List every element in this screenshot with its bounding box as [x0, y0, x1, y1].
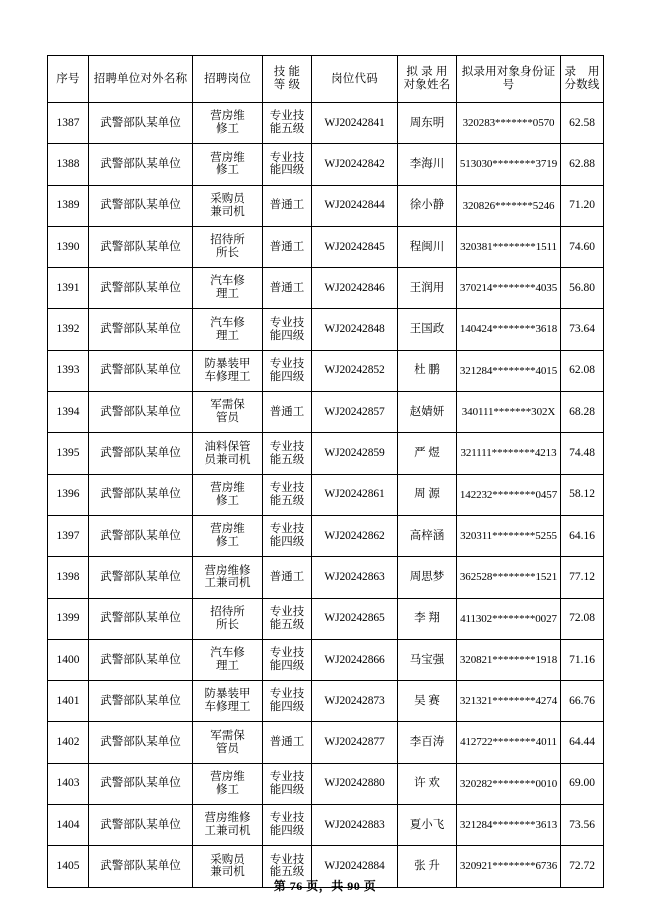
cell-post: 营房维修 工兼司机 [193, 805, 263, 846]
cell-name: 赵婧妍 [398, 392, 457, 433]
cell-id: 321284********3613 [457, 805, 561, 846]
cell-id: 412722********4011 [457, 722, 561, 763]
cell-skill: 专业技 能五级 [263, 474, 312, 515]
cell-unit: 武警部队某单位 [89, 350, 193, 391]
cell-seq: 1401 [48, 681, 89, 722]
cell-score: 56.80 [561, 268, 604, 309]
cell-code: WJ20242845 [312, 226, 398, 267]
cell-code: WJ20242861 [312, 474, 398, 515]
cell-id: 142232********0457 [457, 474, 561, 515]
cell-seq: 1402 [48, 722, 89, 763]
cell-skill: 专业技 能五级 [263, 433, 312, 474]
column-header-unit [89, 56, 193, 103]
cell-post: 营房维 修工 [193, 763, 263, 804]
cell-id: 321284********4015 [457, 350, 561, 391]
cell-post: 军需保 管员 [193, 392, 263, 433]
cell-seq: 1394 [48, 392, 89, 433]
cell-post: 汽车修 理工 [193, 309, 263, 350]
cell-score: 62.08 [561, 350, 604, 391]
cell-name: 王国政 [398, 309, 457, 350]
cell-post: 汽车修 理工 [193, 268, 263, 309]
cell-code: WJ20242846 [312, 268, 398, 309]
cell-id: 513030********3719 [457, 144, 561, 185]
column-header-id-label: 拟录用对象身份证号 [461, 66, 556, 91]
cell-skill: 专业技 能四级 [263, 515, 312, 556]
cell-post: 油料保管 员兼司机 [193, 433, 263, 474]
cell-name: 王润用 [398, 268, 457, 309]
cell-seq: 1400 [48, 639, 89, 680]
cell-code: WJ20242873 [312, 681, 398, 722]
cell-unit: 武警部队某单位 [89, 846, 193, 887]
cell-unit: 武警部队某单位 [89, 103, 193, 144]
cell-seq: 1397 [48, 515, 89, 556]
cell-code: WJ20242852 [312, 350, 398, 391]
cell-code: WJ20242862 [312, 515, 398, 556]
cell-id: 340111*******302X [457, 392, 561, 433]
cell-code: WJ20242842 [312, 144, 398, 185]
cell-seq: 1398 [48, 557, 89, 598]
cell-skill: 专业技 能五级 [263, 103, 312, 144]
cell-score: 73.56 [561, 805, 604, 846]
cell-skill: 普通工 [263, 557, 312, 598]
cell-skill: 专业技 能五级 [263, 846, 312, 887]
cell-skill: 专业技 能四级 [263, 639, 312, 680]
cell-skill: 普通工 [263, 185, 312, 226]
cell-code: WJ20242883 [312, 805, 398, 846]
cell-post: 防暴装甲 车修理工 [193, 350, 263, 391]
cell-seq: 1391 [48, 268, 89, 309]
cell-id: 321111********4213 [457, 433, 561, 474]
table-row [48, 681, 604, 722]
cell-seq: 1404 [48, 805, 89, 846]
cell-score: 74.48 [561, 433, 604, 474]
cell-seq: 1393 [48, 350, 89, 391]
cell-code: WJ20242884 [312, 846, 398, 887]
cell-post: 采购员 兼司机 [193, 185, 263, 226]
cell-score: 77.12 [561, 557, 604, 598]
cell-unit: 武警部队某单位 [89, 433, 193, 474]
cell-post: 军需保 管员 [193, 722, 263, 763]
cell-score: 74.60 [561, 226, 604, 267]
cell-name: 夏小飞 [398, 805, 457, 846]
cell-skill: 专业技 能四级 [263, 763, 312, 804]
cell-code: WJ20242866 [312, 639, 398, 680]
cell-code: WJ20242848 [312, 309, 398, 350]
cell-unit: 武警部队某单位 [89, 763, 193, 804]
cell-name: 周东明 [398, 103, 457, 144]
cell-code: WJ20242857 [312, 392, 398, 433]
cell-skill: 专业技 能四级 [263, 350, 312, 391]
cell-post: 营房维 修工 [193, 144, 263, 185]
cell-score: 71.20 [561, 185, 604, 226]
cell-unit: 武警部队某单位 [89, 474, 193, 515]
cell-post: 汽车修 理工 [193, 639, 263, 680]
column-header-name [398, 56, 457, 103]
column-header-code-label: 岗位代码 [331, 72, 378, 85]
table-row [48, 268, 604, 309]
column-header-code [312, 56, 398, 103]
cell-id: 320826*******5246 [457, 185, 561, 226]
cell-id: 411302********0027 [457, 598, 561, 639]
cell-unit: 武警部队某单位 [89, 598, 193, 639]
cell-unit: 武警部队某单位 [89, 226, 193, 267]
column-header-seq-label: 序号 [56, 72, 80, 85]
table-row [48, 598, 604, 639]
table-row [48, 392, 604, 433]
cell-seq: 1390 [48, 226, 89, 267]
cell-post: 招待所 所长 [193, 226, 263, 267]
cell-unit: 武警部队某单位 [89, 681, 193, 722]
cell-seq: 1387 [48, 103, 89, 144]
cell-unit: 武警部队某单位 [89, 144, 193, 185]
cell-post: 防暴装甲 车修理工 [193, 681, 263, 722]
cell-score: 64.16 [561, 515, 604, 556]
recruitment-table [47, 55, 604, 888]
cell-unit: 武警部队某单位 [89, 515, 193, 556]
cell-seq: 1395 [48, 433, 89, 474]
table-row [48, 433, 604, 474]
table-row [48, 309, 604, 350]
cell-post: 采购员 兼司机 [193, 846, 263, 887]
cell-name: 李海川 [398, 144, 457, 185]
cell-id: 320282********0010 [457, 763, 561, 804]
cell-score: 62.88 [561, 144, 604, 185]
recruitment-table-container [47, 55, 603, 888]
column-header-id [457, 56, 561, 103]
table-row [48, 350, 604, 391]
table-row [48, 185, 604, 226]
cell-score: 72.08 [561, 598, 604, 639]
cell-unit: 武警部队某单位 [89, 805, 193, 846]
cell-name: 李 翔 [398, 598, 457, 639]
table-row [48, 474, 604, 515]
cell-name: 程闽川 [398, 226, 457, 267]
cell-unit: 武警部队某单位 [89, 309, 193, 350]
cell-id: 320283*******0570 [457, 103, 561, 144]
cell-unit: 武警部队某单位 [89, 185, 193, 226]
cell-unit: 武警部队某单位 [89, 639, 193, 680]
cell-code: WJ20242841 [312, 103, 398, 144]
column-header-seq [48, 56, 89, 103]
table-row [48, 639, 604, 680]
cell-post: 营房维 修工 [193, 103, 263, 144]
cell-seq: 1392 [48, 309, 89, 350]
table-row [48, 226, 604, 267]
table-row [48, 144, 604, 185]
column-header-score-label: 录 用 分数线 [564, 66, 600, 91]
cell-code: WJ20242844 [312, 185, 398, 226]
table-row [48, 805, 604, 846]
cell-score: 68.28 [561, 392, 604, 433]
cell-seq: 1396 [48, 474, 89, 515]
cell-id: 320921********6736 [457, 846, 561, 887]
cell-skill: 专业技 能四级 [263, 805, 312, 846]
table-row [48, 103, 604, 144]
cell-skill: 专业技 能四级 [263, 144, 312, 185]
cell-code: WJ20242877 [312, 722, 398, 763]
cell-post: 营房维 修工 [193, 474, 263, 515]
cell-unit: 武警部队某单位 [89, 268, 193, 309]
table-row [48, 515, 604, 556]
cell-name: 徐小静 [398, 185, 457, 226]
cell-post: 招待所 所长 [193, 598, 263, 639]
cell-code: WJ20242865 [312, 598, 398, 639]
cell-unit: 武警部队某单位 [89, 392, 193, 433]
column-header-unit-label: 招聘单位对外名称 [93, 72, 188, 85]
cell-name: 张 升 [398, 846, 457, 887]
cell-name: 许 欢 [398, 763, 457, 804]
cell-skill: 普通工 [263, 268, 312, 309]
cell-score: 69.00 [561, 763, 604, 804]
cell-seq: 1388 [48, 144, 89, 185]
cell-score: 64.44 [561, 722, 604, 763]
table-row [48, 722, 604, 763]
cell-skill: 专业技 能五级 [263, 598, 312, 639]
cell-id: 140424********3618 [457, 309, 561, 350]
cell-score: 71.16 [561, 639, 604, 680]
cell-skill: 普通工 [263, 226, 312, 267]
cell-name: 李百涛 [398, 722, 457, 763]
cell-skill: 普通工 [263, 722, 312, 763]
column-header-skill-label: 技 能 等 级 [273, 66, 301, 91]
table-body [48, 103, 604, 888]
page-footer: 第 76 页，共 90 页 [273, 879, 377, 893]
table-header [48, 56, 604, 103]
cell-unit: 武警部队某单位 [89, 722, 193, 763]
cell-name: 杜 鹏 [398, 350, 457, 391]
cell-score: 62.58 [561, 103, 604, 144]
cell-post: 营房维 修工 [193, 515, 263, 556]
cell-score: 72.72 [561, 846, 604, 887]
cell-unit: 武警部队某单位 [89, 557, 193, 598]
cell-seq: 1399 [48, 598, 89, 639]
column-header-score [561, 56, 604, 103]
cell-code: WJ20242859 [312, 433, 398, 474]
table-row [48, 557, 604, 598]
column-header-skill [263, 56, 312, 103]
cell-id: 320381********1511 [457, 226, 561, 267]
cell-id: 362528********1521 [457, 557, 561, 598]
cell-name: 周 源 [398, 474, 457, 515]
cell-code: WJ20242863 [312, 557, 398, 598]
cell-id: 370214********4035 [457, 268, 561, 309]
cell-name: 吴 赛 [398, 681, 457, 722]
cell-id: 320821********1918 [457, 639, 561, 680]
cell-code: WJ20242880 [312, 763, 398, 804]
cell-id: 321321********4274 [457, 681, 561, 722]
cell-name: 周思梦 [398, 557, 457, 598]
cell-skill: 专业技 能四级 [263, 681, 312, 722]
column-header-post-label: 招聘岗位 [204, 72, 251, 85]
cell-score: 58.12 [561, 474, 604, 515]
table-row [48, 763, 604, 804]
cell-post: 营房维修 工兼司机 [193, 557, 263, 598]
cell-skill: 普通工 [263, 392, 312, 433]
cell-skill: 专业技 能四级 [263, 309, 312, 350]
column-header-post [193, 56, 263, 103]
cell-seq: 1405 [48, 846, 89, 887]
table-header-row [48, 56, 604, 103]
cell-name: 高梓涵 [398, 515, 457, 556]
cell-score: 66.76 [561, 681, 604, 722]
column-header-name-label: 拟 录 用 对象姓名 [403, 66, 451, 91]
cell-name: 马宝强 [398, 639, 457, 680]
cell-seq: 1389 [48, 185, 89, 226]
cell-id: 320311********5255 [457, 515, 561, 556]
cell-score: 73.64 [561, 309, 604, 350]
cell-name: 严 煜 [398, 433, 457, 474]
cell-seq: 1403 [48, 763, 89, 804]
